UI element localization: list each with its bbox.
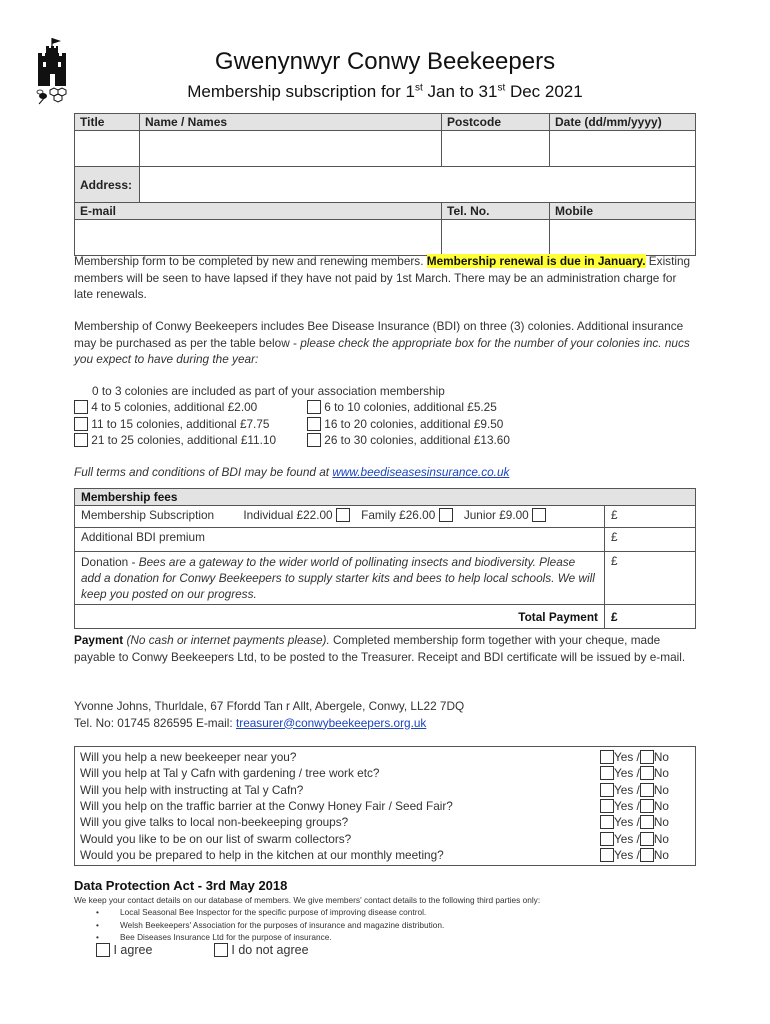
names-header: Name / Names [140,114,442,131]
question-text: Will you help on the traffic barrier at the Conwy Honey Fair / Seed Fair? [80,799,453,814]
question-text: Would you like to be on our list of swarm collectors? [80,831,352,846]
no-label: No [653,831,669,846]
total-label: Total Payment [75,605,605,629]
data-protection-title: Data Protection Act - 3rd May 2018 [74,878,288,893]
no-label: No [653,750,669,765]
payment-paragraph: Payment (No cash or internet payments please). Completed membership form together with your cheque, made payable to Conwy Beekeepers Ltd, to be posted to the Treasurer. Receipt and BDI certificate will be issued by e-mail. [74,633,686,664]
subscription-row: Membership Subscription Individual £22.00 Family £26.00 Junior £9.00 [75,506,605,528]
yes-checkbox[interactable] [600,766,614,780]
yes-checkbox[interactable] [600,832,614,846]
bdi-link[interactable]: www.beediseasesinsurance.co.uk [332,465,510,479]
disagree-label: I do not agree [231,943,309,957]
bdi-paragraph: Membership of Conwy Beekeepers includes Bee Disease Insurance (BDI) on three (3) colonies. Additional insurance may be purchased as per the table below - please check the appropriate box for the number of your colonies inc. nucs you expect to have during the year: [74,319,690,366]
fees-header: Membership fees [75,489,696,506]
colonies-options: 0 to 3 colonies are included as part of your association membership 4 to 5 colonies, additional £2.00 6 to 10 colonies, additional £5.25 11 to 15 colonies, additional £7.75 16 to 20 colonies, additional £9.50 21 to 25 colonies, additional £11.10 26 to 30 colonies, additional £13.60 [74,383,510,448]
treasurer-address: Yvonne Johns, Thurldale, 67 Ffordd Tan r Allt, Abergele, Conwy, LL22 7DQ [74,699,465,713]
colonies-checkbox[interactable] [74,433,88,447]
question-row [80,782,690,798]
no-label: No [653,782,669,797]
data-protection-text: We keep your contact details on our database of members. We give members' contact details to the following third parties only: [74,895,541,905]
disagree-checkbox[interactable] [214,943,228,957]
postcode-field[interactable] [442,131,550,167]
terms-text: Full terms and conditions of BDI may be found at www.beediseasesinsurance.co.uk [74,465,510,479]
address-field[interactable] [140,167,696,203]
junior-checkbox[interactable] [532,508,546,522]
postcode-header: Postcode [442,114,550,131]
agree-checkbox[interactable] [96,943,110,957]
no-label: No [653,766,669,781]
no-checkbox[interactable] [640,815,654,829]
subscription-amount[interactable]: £ [605,506,696,528]
question-row [80,749,690,765]
consent-options [96,943,309,957]
fees-table [74,488,696,629]
renewal-highlight: Membership renewal is due in January. [426,254,646,268]
no-checkbox[interactable] [640,783,654,797]
donation-amount[interactable]: £ [605,552,696,605]
tel-field[interactable] [442,220,550,256]
no-label: No [653,847,669,862]
colonies-checkbox[interactable] [307,433,321,447]
family-checkbox[interactable] [439,508,453,522]
mobile-header: Mobile [550,203,696,220]
list-item: • Welsh Beekeepers' Association for the purposes of insurance and magazine distribution. [96,920,444,933]
tel-header: Tel. No. [442,203,550,220]
question-row [80,847,690,863]
bdi-premium-amount[interactable]: £ [605,528,696,552]
yes-checkbox[interactable] [600,815,614,829]
yes-label: Yes / [614,782,640,797]
colonies-checkbox[interactable] [307,417,321,431]
treasurer-email-link[interactable]: treasurer@conwybeekeepers.org.uk [235,715,427,730]
yes-label: Yes / [614,799,640,814]
colonies-checkbox[interactable] [307,400,321,414]
agree-label: I agree [113,943,153,957]
yes-label: Yes / [614,766,640,781]
yes-label: Yes / [614,847,640,862]
treasurer-details: Yvonne Johns, Thurldale, 67 Ffordd Tan r Allt, Abergele, Conwy, LL22 7DQ Tel. No: 01745 826595 E-mail: treasurer@conwybeekeepers.org.uk [74,698,696,731]
donation-row: Donation - Bees are a gateway to the wider world of pollinating insects and biodiversity. Please add a donation for Conwy Beekeepers to supply starter kits and bees to help local schools. We will keep you posted on our progress. [75,552,605,605]
date-header: Date (dd/mm/yyyy) [550,114,696,131]
question-row [80,765,690,781]
email-field[interactable] [75,220,442,256]
no-checkbox[interactable] [640,766,654,780]
colonies-checkbox[interactable] [74,417,88,431]
list-item: • Local Seasonal Bee Inspector for the specific purpose of improving disease control. [96,907,444,920]
email-header: E-mail [75,203,442,220]
intro-paragraph: Membership form to be completed by new and renewing members. Membership renewal is due in January. Existing members will be seen to have lapsed if they have not paid by 1st March. There may be an administration charge for late renewals. [74,254,691,301]
question-row [80,798,690,814]
yes-checkbox[interactable] [600,783,614,797]
address-label: Address: [75,167,140,203]
yes-label: Yes / [614,750,640,765]
third-parties-list [96,907,444,945]
member-details-table [74,113,696,256]
volunteer-questions [74,746,696,866]
no-checkbox[interactable] [640,832,654,846]
title-field[interactable] [75,131,140,167]
page-subtitle: Membership subscription for 1st Jan to 31st Dec 2021 [187,82,583,101]
yes-checkbox[interactable] [600,750,614,764]
yes-checkbox[interactable] [600,799,614,813]
yes-checkbox[interactable] [600,848,614,862]
question-text: Will you help with instructing at Tal y Cafn? [80,782,304,797]
no-label: No [653,799,669,814]
names-field[interactable] [140,131,442,167]
question-row [80,830,690,846]
yes-label: Yes / [614,831,640,846]
colonies-checkbox[interactable] [74,400,88,414]
no-checkbox[interactable] [640,799,654,813]
no-checkbox[interactable] [640,750,654,764]
question-text: Would you be prepared to help in the kitchen at our monthly meeting? [80,847,444,862]
question-text: Will you give talks to local non-beekeeping groups? [80,815,349,830]
mobile-field[interactable] [550,220,696,256]
total-amount[interactable]: £ [605,605,696,629]
colonies-included: 0 to 3 colonies are included as part of your association membership [92,384,445,398]
list-item: • Bee Diseases Insurance Ltd for the purpose of insurance. [96,932,444,945]
title-header: Title [75,114,140,131]
question-text: Will you help at Tal y Cafn with gardening / tree work etc? [80,766,380,781]
yes-label: Yes / [614,815,640,830]
no-checkbox[interactable] [640,848,654,862]
date-field[interactable] [550,131,696,167]
question-text: Will you help a new beekeeper near you? [80,750,297,765]
bdi-premium-label: Additional BDI premium [75,528,605,552]
individual-checkbox[interactable] [336,508,350,522]
question-row [80,814,690,830]
no-label: No [653,815,669,830]
page-title: Gwenynwyr Conwy Beekeepers [214,48,556,75]
